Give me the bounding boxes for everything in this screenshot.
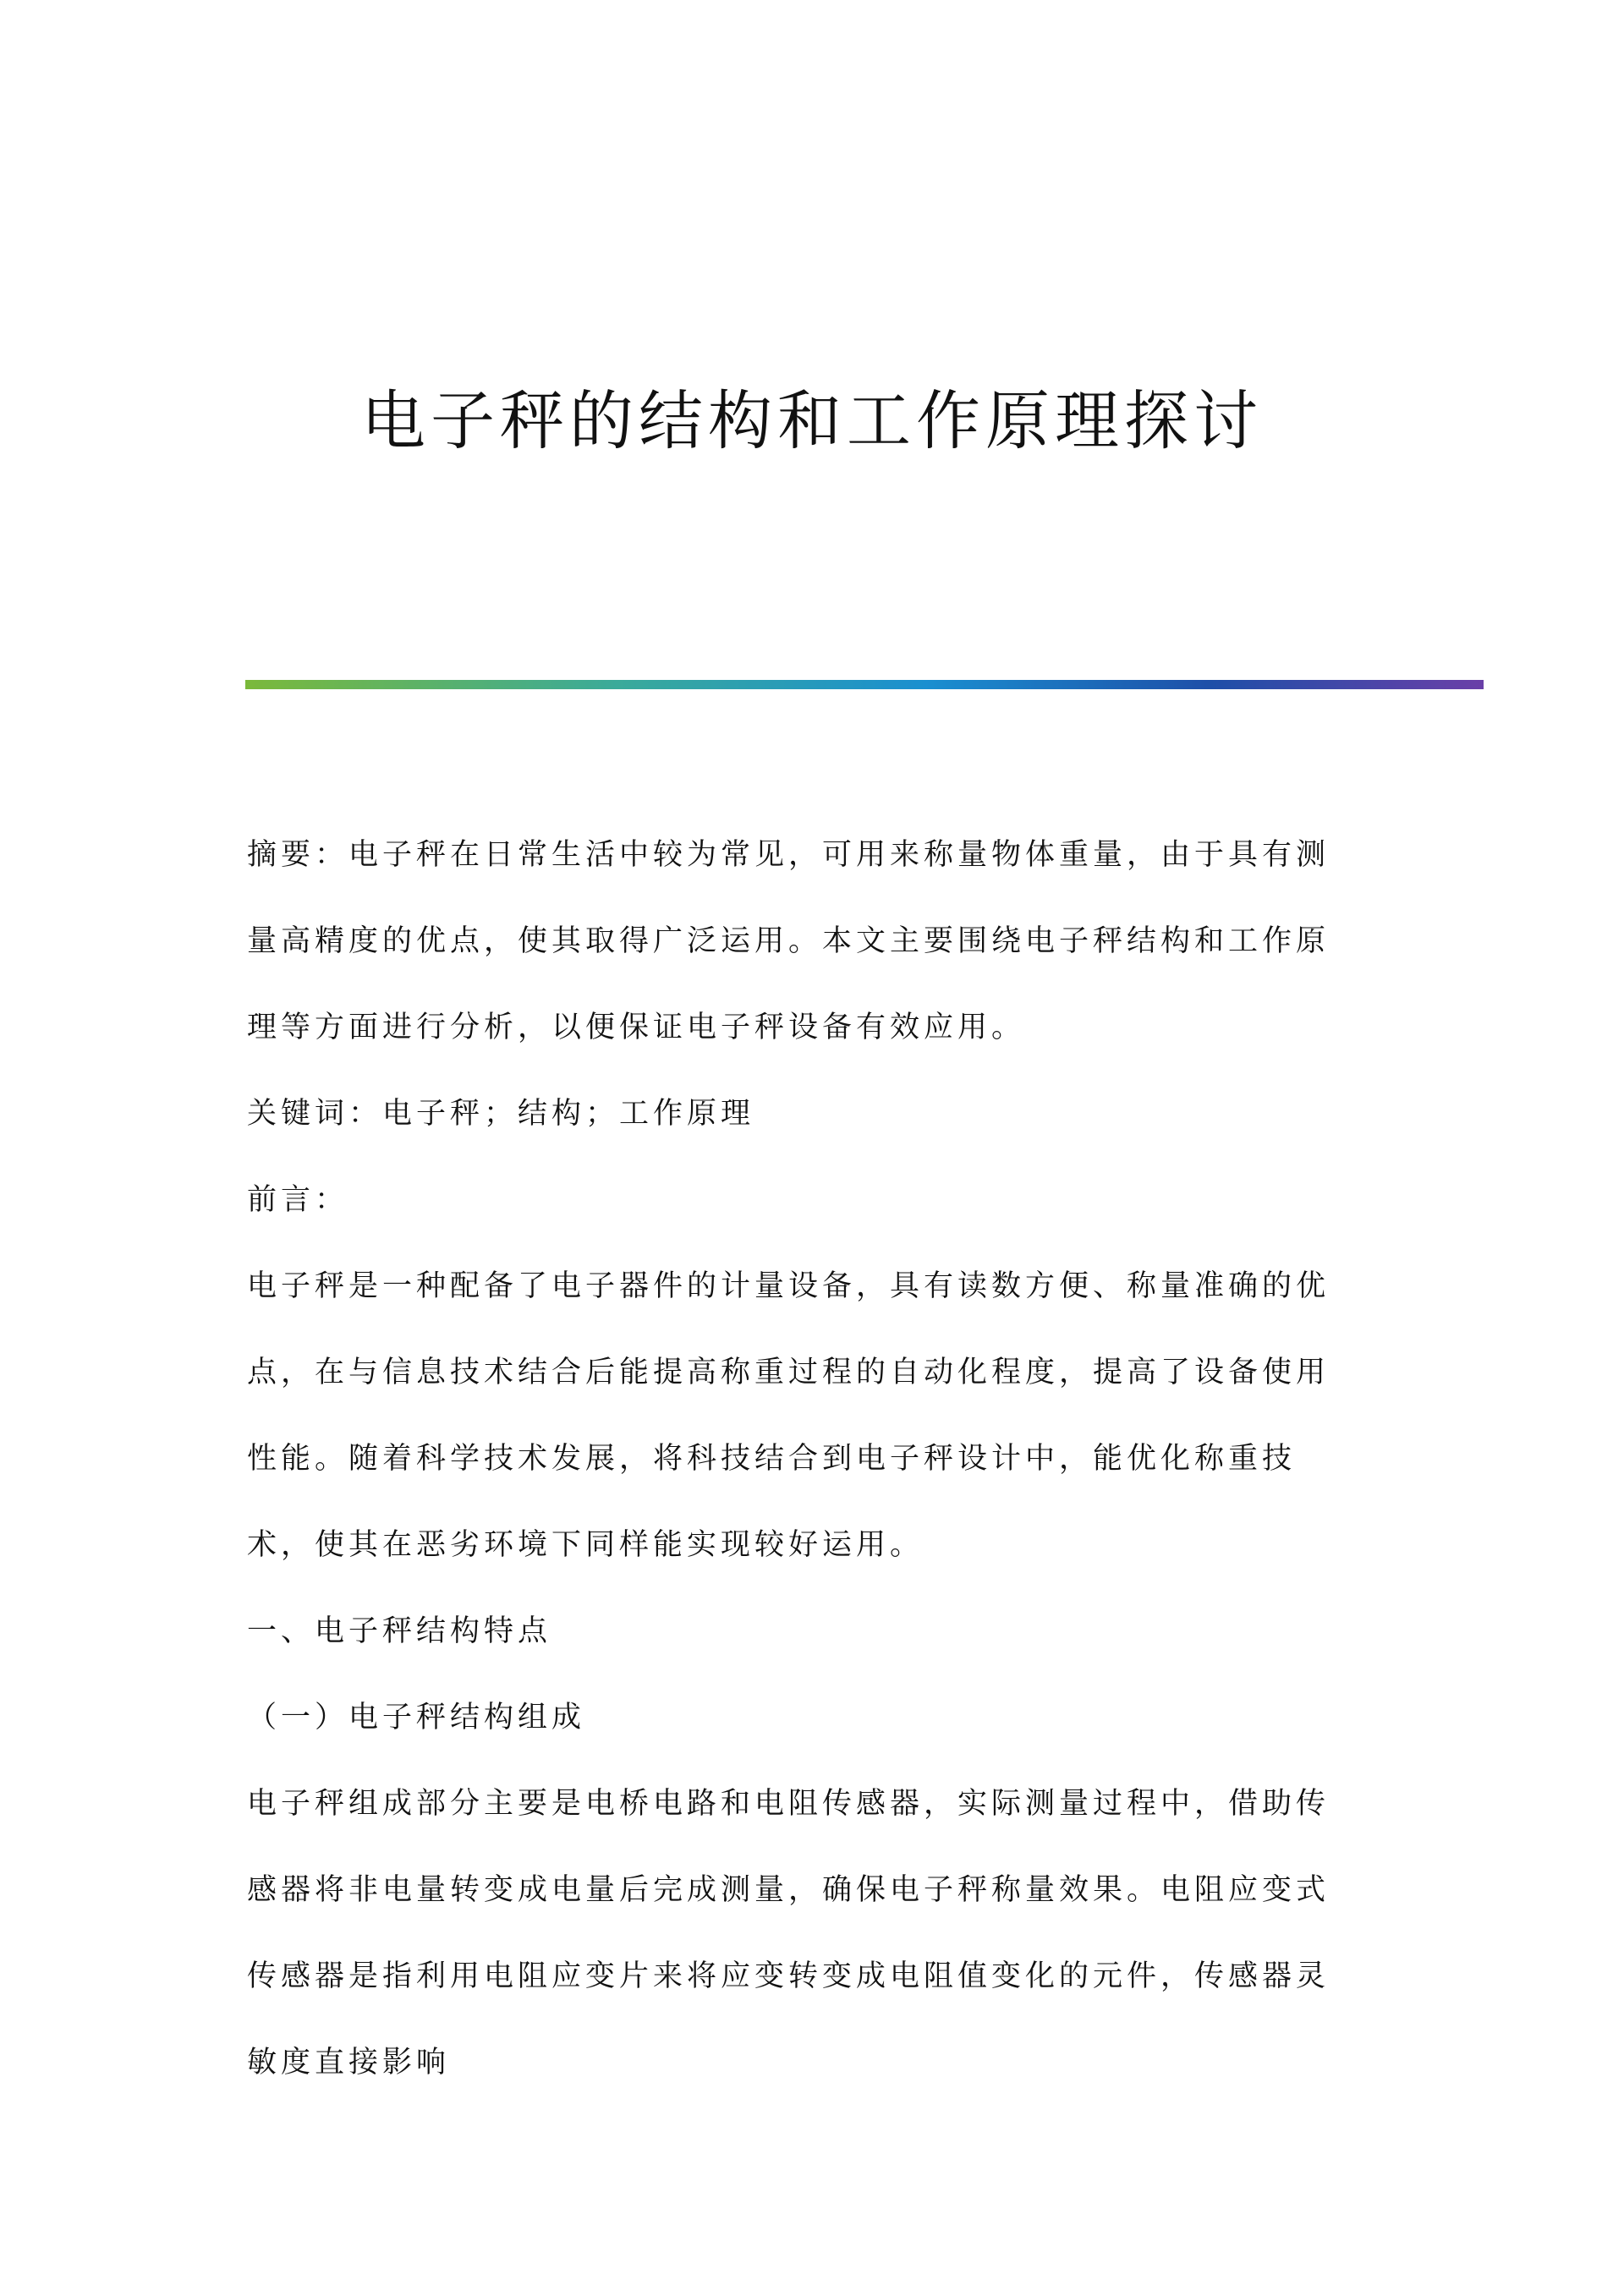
intro-paragraph: 电子秤是一种配备了电子器件的计量设备，具有读数方便、称量准确的优点，在与信息技术结合后能提高称重过程的自动化程度，提高了设备使用性能。随着科学技术发展，将科技结合到电子秤设计中，能优化称重技术，使其在恶劣环境下同样能实现较好运用。: [247, 1269, 1330, 1562]
body-paragraph: 电子秤组成部分主要是电桥电路和电阻传感器，实际测量过程中，借助传感器将非电量转变成电量后完成测量，确保电子秤称量效果。电阻应变式传感器是指利用电阻应变片来将应变转变成电阻值变化的元件，传感器灵敏度直接影响: [247, 1787, 1330, 2080]
abstract-paragraph: 摘要：电子秤在日常生活中较为常见，可用来称量物体重量，由于具有测量高精度的优点，使其取得广泛运用。本文主要围绕电子秤结构和工作原理等方面进行分析，以便保证电子秤设备有效应用。: [247, 838, 1330, 1044]
title-divider: [245, 680, 1484, 689]
subsection-heading-1: （一）电子秤结构组成: [247, 1701, 586, 1734]
section-heading-1: 一、电子秤结构特点: [247, 1614, 552, 1648]
document-body: [247, 812, 1357, 2106]
preface-heading: 前言：: [247, 1183, 349, 1217]
document-title: 电子秤的结构和工作原理探讨: [361, 383, 1263, 458]
keywords-line: 关键词：电子秤；结构；工作原理: [247, 1097, 755, 1131]
